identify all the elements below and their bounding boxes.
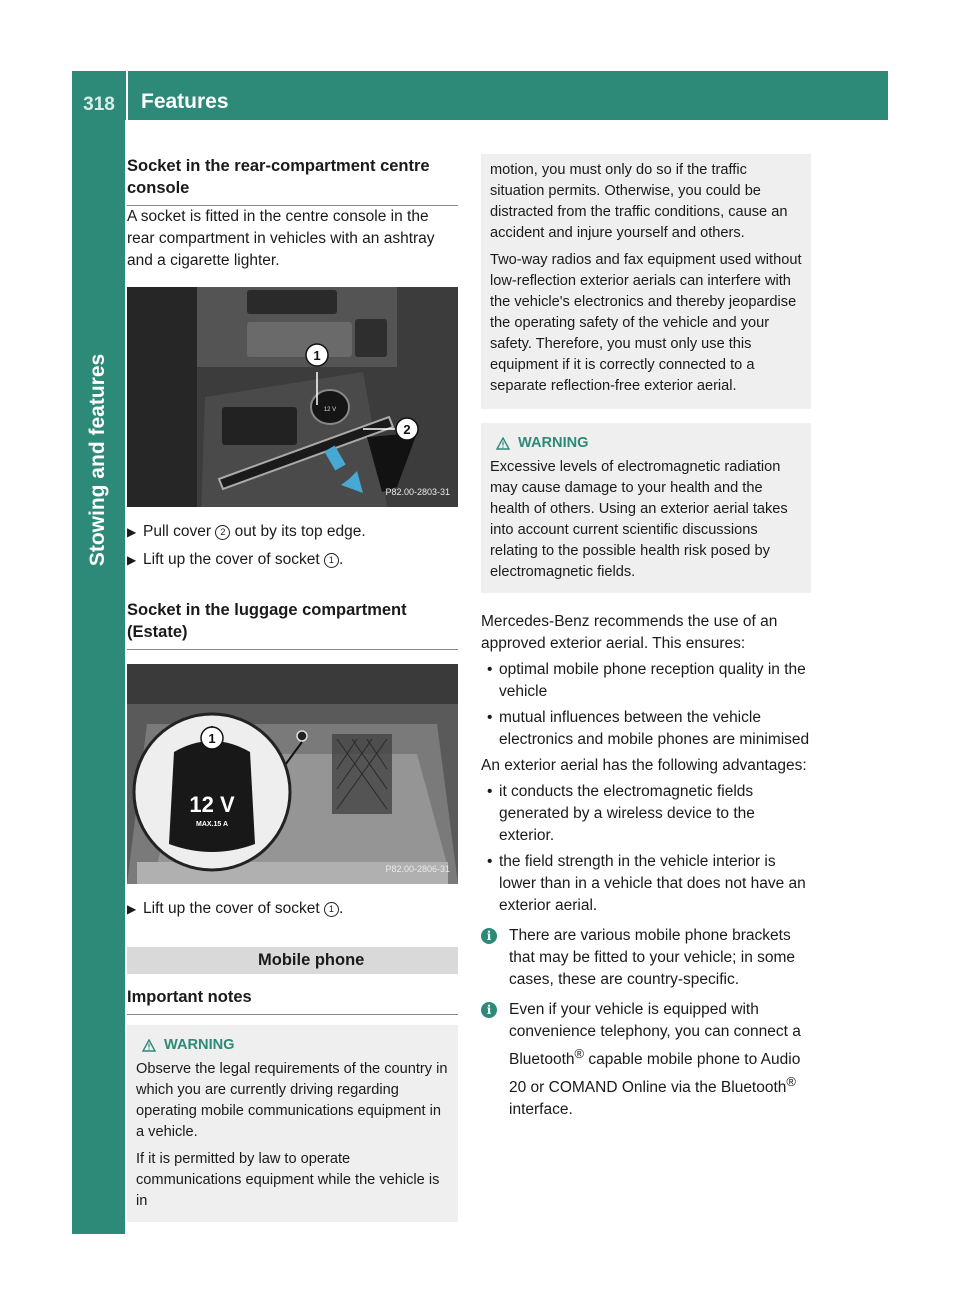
luggage-socket-heading: Socket in the luggage compartment (Estate) <box>127 599 458 650</box>
info-note-2: i Even if your vehicle is equipped with convenience telephony, you can connect a Bluetooth® capable mobile phone to Audio 20 or COMAND Online via the Bluetooth® interface. <box>481 999 811 1121</box>
warning-title: WARNING <box>142 1035 449 1056</box>
ensures-item-2: • mutual influences between the vehicle electronics and mobile phones are minimised <box>487 709 810 748</box>
rear-socket-label: 12 V <box>323 407 337 413</box>
warning-1-paragraph-1: Observe the legal requirements of the country in which you are currently driving regarding operating mobile communications equipment in a vehicle. <box>136 1061 448 1140</box>
advantages-intro: An exterior aerial has the following advantages: <box>481 757 807 774</box>
luggage-illustration <box>127 664 458 884</box>
rear-photo-code: P82.00-2803-31 <box>385 487 450 497</box>
rear-step-1: ▶ Pull cover 2 out by its top edge. <box>127 521 458 543</box>
info-note-1: i There are various mobile phone brackets that may be fitted to your vehicle; in some cases, these are country-specific. <box>481 925 811 991</box>
info-icon: i <box>481 928 497 944</box>
rear-socket-text: A socket is fitted in the centre console in the rear compartment in vehicles with an ashtray and a cigarette lighter. <box>127 208 435 269</box>
luggage-socket-sublabel: MAX.15 A <box>195 821 229 828</box>
info-icon: i <box>481 1002 497 1018</box>
warning-2-title: WARNING <box>496 433 802 454</box>
number-circle-icon: 2 <box>215 525 230 540</box>
bullet-dot-icon: • <box>487 783 493 800</box>
callout-1: 1 <box>313 348 321 363</box>
rear-step-2: ▶ Lift up the cover of socket 1 . <box>127 549 458 571</box>
side-tab-title: Stowing and features <box>86 353 109 567</box>
continued-paragraph: motion, you must only do so if the traffic situation permits. Otherwise, you could be distracted from the traffic conditions, cause an accident and injure yourself and others. <box>490 162 788 241</box>
luggage-callout-1: 1 <box>208 731 216 746</box>
callout-2: 2 <box>403 422 411 437</box>
number-circle-icon: 1 <box>324 902 339 917</box>
warning-triangle-icon <box>496 437 510 450</box>
header-divider <box>126 71 128 120</box>
mobile-phone-section <box>127 947 458 1222</box>
step-arrow-icon: ▶ <box>127 553 137 567</box>
bullet-dot-icon: • <box>487 709 493 726</box>
mobile-phone-band: Mobile phone <box>127 947 458 974</box>
section-title: Features <box>141 90 229 113</box>
radiation-warning-text: Excessive levels of electromagnetic radiation may cause damage to your health and the health of others. Using an exterior aerial takes into account current scientific discussions relating to the possible health risk posed by electromagnetic fields. <box>490 459 788 580</box>
bullet-dot-icon: • <box>487 661 493 678</box>
advantage-item-1: • it conducts the electromagnetic fields generated by a wireless device to the exterior. <box>487 783 755 844</box>
rear-socket-heading: Socket in the rear-compartment centre console <box>127 155 458 206</box>
step-arrow-icon: ▶ <box>127 902 137 916</box>
warning-box-1 <box>127 1025 458 1222</box>
warning-1-paragraph-2: If it is permitted by law to operate communications equipment while the vehicle is in <box>136 1151 440 1209</box>
number-circle-icon: 1 <box>324 553 339 568</box>
warning-triangle-icon <box>142 1039 156 1052</box>
page-number: 318 <box>83 94 115 115</box>
rear-console-photo <box>127 287 458 507</box>
two-way-radio-paragraph: Two-way radios and fax equipment used without low-reflection exterior aerials can interfere with the vehicle's electronics and thereby jeopardise the operating safety of the vehicle and your safety. Therefore, you must only use this equipment if it is correctly connected to a separate reflection-free exterior aerial. <box>490 252 802 394</box>
luggage-socket-label: 12 V <box>189 792 235 817</box>
side-tab <box>72 120 125 1234</box>
right-column <box>481 154 811 1121</box>
luggage-photo <box>127 664 458 884</box>
left-column <box>127 155 458 920</box>
ensures-item-1: • optimal mobile phone reception quality in the vehicle <box>487 661 806 700</box>
bullet-dot-icon: • <box>487 853 493 870</box>
rear-console-illustration <box>127 287 458 507</box>
advantage-item-2: • the field strength in the vehicle interior is lower than in a vehicle that does not have an exterior aerial. <box>487 853 806 914</box>
registered-mark: ® <box>786 1074 796 1090</box>
warning-box-1-continued <box>481 154 811 409</box>
luggage-photo-code: P82.00-2806-31 <box>385 864 450 874</box>
registered-mark: ® <box>574 1046 585 1061</box>
important-notes-heading: Important notes <box>127 986 458 1015</box>
warning-box-2 <box>481 423 811 593</box>
step-arrow-icon: ▶ <box>127 525 137 539</box>
recommendation-text: Mercedes-Benz recommends the use of an approved exterior aerial. This ensures: <box>481 613 778 652</box>
luggage-step-1: ▶ Lift up the cover of socket 1 . <box>127 898 458 920</box>
